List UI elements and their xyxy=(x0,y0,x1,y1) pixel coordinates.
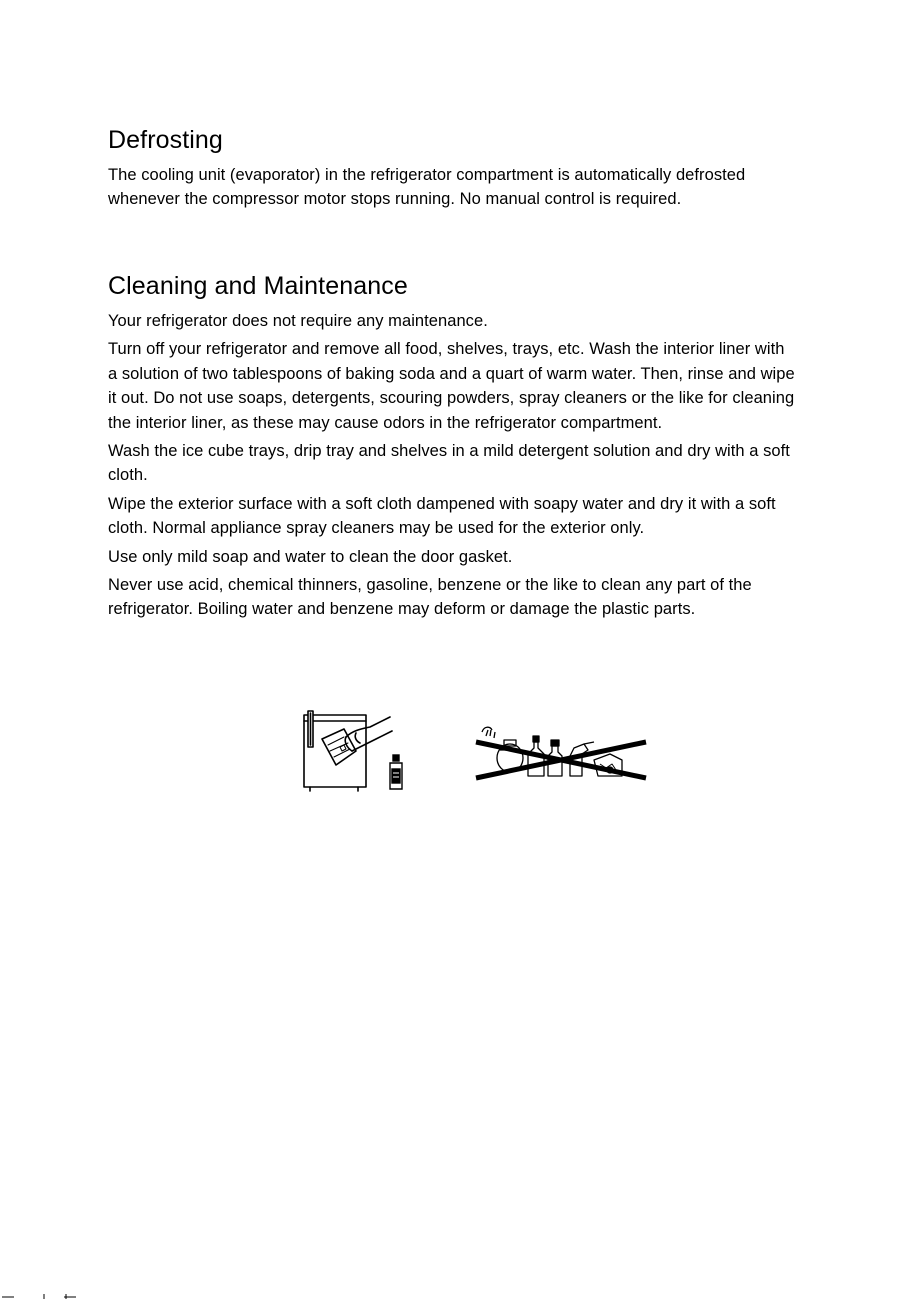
cleaning-paragraph-warning: Never use acid, chemical thinners, gasoline, benzene or the like to clean any part of the refrigerator. Boiling water and benzene may deform or damage the plastic parts. xyxy=(108,576,752,619)
cleaning-paragraph-exterior: Wipe the exterior surface with a soft cloth dampened with soapy water and dry it with a soft cloth. Normal appliance spray cleaners may be used for the exterior only. xyxy=(108,494,776,538)
defrosting-section xyxy=(108,125,798,216)
defrosting-heading: Defrosting xyxy=(108,126,223,154)
cleaning-heading: Cleaning and Maintenance xyxy=(108,272,408,300)
cleaning-paragraph-interior: Turn off your refrigerator and remove all food, shelves, trays, etc. Wash the interior liner with a solution of two tablespoons of baking soda and a quart of warm water. Then, rinse and wipe it out. Do not use soaps, detergents, scouring powders, spray cleaners or the like for cleaning the interior liner, as these may cause odors in the refrigerator compartment. xyxy=(108,340,795,432)
defrosting-paragraph: The cooling unit (evaporator) in the refrigerator compartment is automatically defrosted whenever the compressor motor stops running. No manual control is required. xyxy=(108,166,746,209)
no-harsh-cleaners-icon xyxy=(470,722,650,782)
scan-edge-marks xyxy=(0,1291,90,1299)
cleaning-section xyxy=(108,271,798,626)
cleaning-paragraph-trays: Wash the ice cube trays, drip tray and shelves in a mild detergent solution and dry with a soft cloth. xyxy=(108,442,790,485)
wiping-refrigerator-icon xyxy=(300,707,412,793)
cleaning-paragraph-maintenance: Your refrigerator does not require any maintenance. xyxy=(108,312,488,330)
cleaning-paragraph-gasket: Use only mild soap and water to clean the door gasket. xyxy=(108,547,513,566)
